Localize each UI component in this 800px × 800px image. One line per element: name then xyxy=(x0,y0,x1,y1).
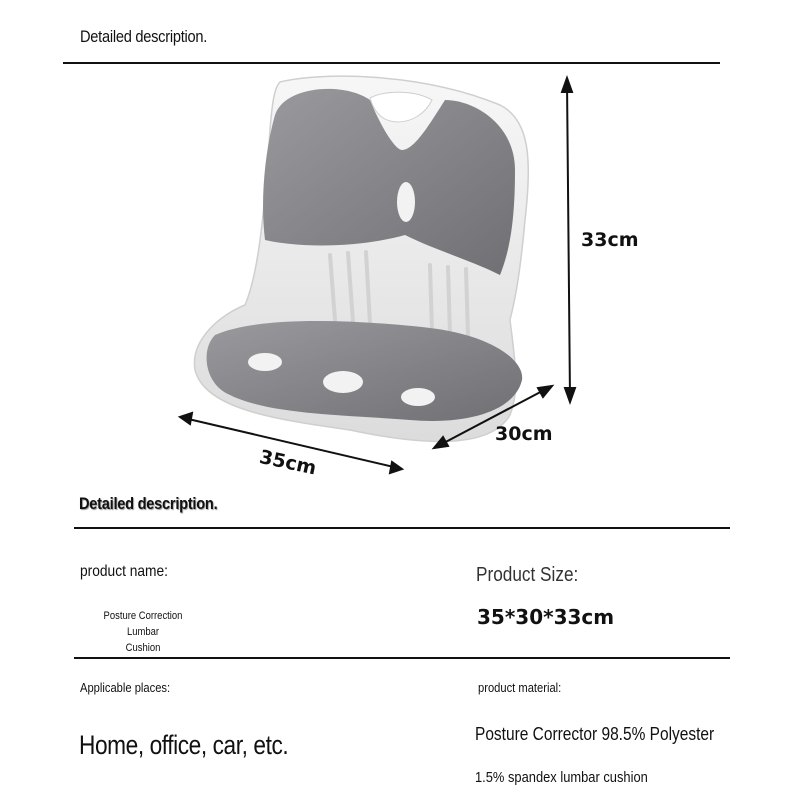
section-divider xyxy=(74,527,730,529)
height-dimension-label: 33cm xyxy=(581,229,639,251)
applicable-places-value: Home, office, car, etc. xyxy=(79,730,289,760)
product-name-label: product name: xyxy=(80,563,168,580)
product-material-line-1: Posture Corrector 98.5% Polyester xyxy=(475,724,715,744)
spec-divider xyxy=(74,657,730,659)
product-name-line-1: Posture Correction Lumbar xyxy=(103,610,183,638)
product-name-value xyxy=(80,608,206,656)
product-size-value: 35*30*33cm xyxy=(477,605,615,629)
page-title: Detailed description. xyxy=(80,27,208,46)
product-material-line-2: 1.5% spandex lumbar cushion xyxy=(475,769,648,786)
product-name-line-2: Cushion xyxy=(125,642,161,654)
depth-dimension-label: 30cm xyxy=(495,423,553,445)
product-size-label: Product Size: xyxy=(476,564,579,586)
width-dimension-label: 35cm xyxy=(257,446,319,480)
product-material-label: product material: xyxy=(478,680,562,695)
applicable-places-label: Applicable places: xyxy=(80,680,171,695)
section-title: Detailed description. xyxy=(79,494,218,513)
